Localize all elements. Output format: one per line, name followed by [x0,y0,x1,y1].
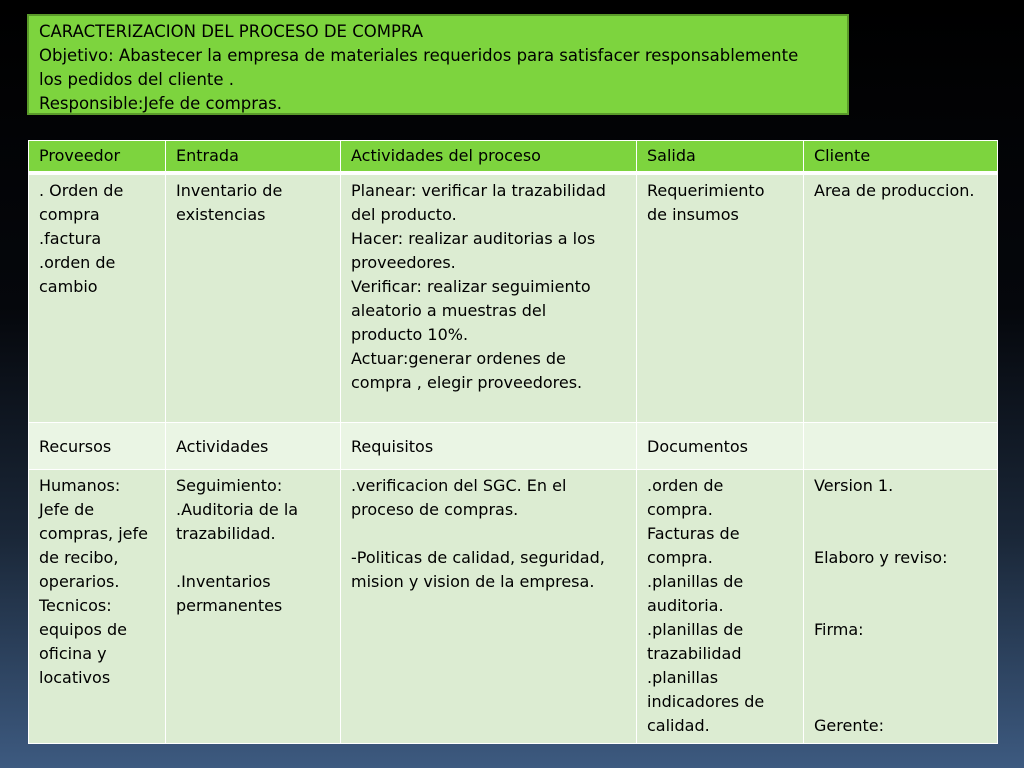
cell-documentos: .orden de compra. Facturas de compra. .planillas de auditoria. .planillas de trazabilidad .planillas indicadores de calidad. [637,470,804,744]
cell-actividades-2: Seguimiento: .Auditoria de la trazabilidad. .Inventarios permanentes [166,470,341,744]
header-cell-actividades: Actividades del proceso [341,141,637,174]
header-cell-salida: Salida [637,141,804,174]
cell-version: Version 1. Elaboro y reviso: Firma: Gerente: [804,470,998,744]
objective-line-2: los pedidos del cliente . [39,70,235,89]
header-cell-recursos: Recursos [29,422,166,469]
cell-requisitos: .verificacion del SGC. En el proceso de compras. -Politicas de calidad, seguridad, mision y vision de la empresa. [341,470,637,744]
table-row [29,470,998,744]
process-table [28,140,998,744]
header-row-2 [29,422,998,469]
header-cell-documentos: Documentos [637,422,804,469]
cell-recursos: Humanos: Jefe de compras, jefe de recibo, operarios. Tecnicos: equipos de oficina y locativos [29,470,166,744]
title-box [27,14,849,115]
header-cell-entrada: Entrada [166,141,341,174]
cell-cliente: Area de produccion. [804,173,998,422]
responsible-line: Responsible:Jefe de compras. [39,94,282,113]
cell-entrada: Inventario de existencias [166,173,341,422]
header-cell-actividades-2: Actividades [166,422,341,469]
header-cell-empty [804,422,998,469]
header-cell-cliente: Cliente [804,141,998,174]
page-title: CARACTERIZACION DEL PROCESO DE COMPRA [39,22,423,41]
objective-line-1: Objetivo: Abastecer la empresa de materiales requeridos para satisfacer responsablemente [39,46,799,65]
cell-salida: Requerimiento de insumos [637,173,804,422]
table-row [29,173,998,422]
header-cell-requisitos: Requisitos [341,422,637,469]
header-row-1 [29,141,998,174]
header-cell-proveedor: Proveedor [29,141,166,174]
cell-proveedor: . Orden de compra .factura .orden de cambio [29,173,166,422]
cell-actividades: Planear: verificar la trazabilidad del producto. Hacer: realizar auditorias a los proveedores. Verificar: realizar seguimiento aleatorio a muestras del producto 10%. Actuar:generar ordenes de compra , elegir proveedores. [341,173,637,422]
